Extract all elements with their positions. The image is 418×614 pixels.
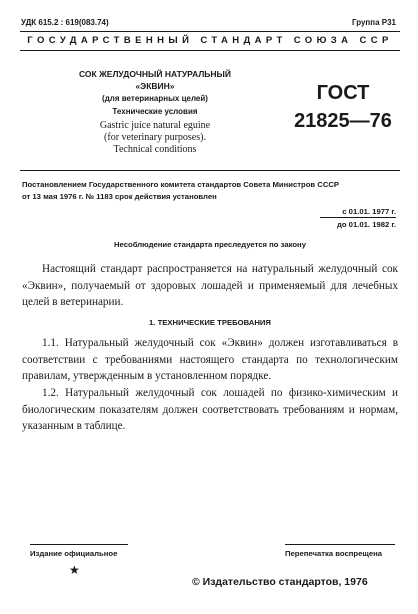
validity-separator	[320, 217, 396, 218]
group-code: Группа Р31	[351, 18, 396, 27]
section1-paragraph1: 1.1. Натуральный желудочный сок «Эквин» должен изготавливаться в соответствии с требованиями настоящего стандарта по технологическим правилам, утвержденным в установленном порядке.	[22, 337, 398, 382]
legal-notice: Несоблюдение стандарта преследуется по закону	[114, 240, 306, 249]
gost-number: 21825—76	[294, 110, 392, 132]
official-edition-rule	[30, 544, 128, 545]
reprint-prohibited: Перепечатка воспрещена	[285, 549, 383, 558]
copyright: © Издательство стандартов, 1976	[192, 576, 368, 588]
reprint-prohibited-rule	[285, 544, 395, 545]
validity-to: до 01.01. 1982 г.	[336, 220, 396, 229]
en-title-line3: Technical conditions	[113, 144, 197, 155]
ru-subtitle: Технические условия	[112, 107, 198, 116]
validity-from: с 01.01. 1977 г.	[342, 207, 396, 216]
decree-line2: от 13 мая 1976 г. № 1183 срок действия установлен	[22, 192, 217, 201]
intro-paragraph: Настоящий стандарт распространяется на натуральный желудочный сок «Эквин», получаемый от здоровых лошадей и применяемый для лечебных целей в ветеринарии.	[22, 263, 398, 308]
header-bottom-rule	[20, 50, 400, 51]
state-standard-banner: ГОСУДАРСТВЕННЫЙ СТАНДАРТ СОЮЗА ССР	[27, 35, 393, 46]
gost-label: ГОСТ	[316, 82, 370, 104]
star-icon: ★	[69, 563, 80, 577]
udk-code: УДК 615.2 : 619(083.74)	[21, 18, 109, 27]
official-edition: Издание официальное	[30, 549, 118, 558]
section1-heading: 1. ТЕХНИЧЕСКИЕ ТРЕБОВАНИЯ	[149, 318, 271, 327]
decree-line1: Постановлением Государственного комитета стандартов Совета Министров СССР	[22, 180, 340, 189]
ru-title-line3: (для ветеринарных целей)	[102, 94, 208, 103]
en-title-line1: Gastric juice natural eguine	[99, 120, 211, 131]
header-top-rule	[20, 31, 400, 32]
en-title-line2: (for veterinary purposes).	[104, 132, 206, 143]
section1-paragraph2: 1.2. Натуральный желудочный сок лошадей по физико-химическим и биологическим показателям должен соответствовать требованиям и нормам, указанным в таблице.	[22, 387, 398, 432]
title-bottom-rule	[20, 170, 400, 171]
ru-title-line2: «ЭКВИН»	[135, 81, 175, 91]
ru-title-line1: СОК ЖЕЛУДОЧНЫЙ НАТУРАЛЬНЫЙ	[79, 69, 231, 79]
